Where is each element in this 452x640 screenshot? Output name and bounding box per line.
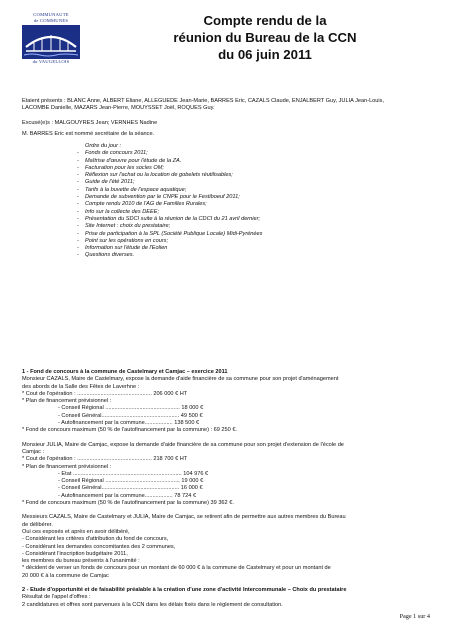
agenda-item: - Demande de subvention par le CNPE pour le Festiboeuf 2011; (78, 194, 262, 201)
agenda-item: - Info sur la collecte des DEEE; (78, 209, 262, 216)
financing-line: - Autofinancement par la commune.................. 78 724 € (58, 492, 197, 499)
minutes-body (22, 369, 442, 609)
financing-line: - Conseil Général.................................................. 49 500 € (58, 412, 203, 419)
agenda-item: - Point sur les opérations en cours; (78, 238, 262, 245)
paragraph: des abords de la Salle des Fêtes de Laverhne : (22, 383, 140, 390)
title-line-2: réunion du Bureau de la CCN (173, 30, 357, 45)
paragraph: Messieurs CAZALS, Maire de Castelmary et JULIA, Maire de Camjac, se retirent afin de permettre aux autres membres du Bureau (22, 514, 346, 521)
section-2-heading: 2 - Etude d'opportunité et de faisabilité préalable à la création d'une zone d'activité Intercommunale – Choix du prestataire (22, 587, 347, 594)
financing-line: - Conseil Régional ................................................ 18 000 € (58, 405, 204, 412)
community-logo (20, 12, 82, 84)
agenda-item: - Réflexion sur l'achat ou la location de gobelets réutilisables; (78, 172, 262, 179)
document-title (130, 12, 400, 63)
section-1-heading: 1 - Fond de concours à la commune de Castelmary et Camjac – exercice 2011 (22, 369, 228, 375)
attendance-list (22, 98, 384, 113)
agenda-item: - Site Internet : choix du prestataire; (78, 223, 262, 230)
logo-line-3: du VAUGELLOIS (32, 59, 70, 64)
agenda (78, 143, 262, 260)
decision-line: 20 000 € à la commune de Camjac (22, 572, 109, 579)
financing-line: - Conseil Général.................................................. 16 000 € (58, 485, 203, 492)
considering-line: - Considérant l'inscription budgétaire 2011, (22, 550, 128, 557)
agenda-item: - Maîtrise d'œuvre pour l'étude de la ZA. (78, 158, 262, 165)
agenda-item: - Guide de l'été 2011; (78, 179, 262, 186)
paragraph: Monsieur JULIA, Maire de Camjac, expose la demande d'aide financière de sa commune pour son projet d'extension de l'école de (22, 441, 344, 448)
paragraph: 2 candidatures et offres sont parvenues à la CCN dans les délais fixés dans le règlement de consultation. (22, 601, 283, 608)
operation-cost: * Cout de l'opération : ................................................ 206 000 € HT (22, 390, 188, 397)
paragraph: Oui ces exposés et après en avoir délibéré, (22, 528, 130, 535)
attendance-line-1: Etaient présents : BLANC Anne, ALBERT Eliane, ALLEGUEDE Jean-Marie, BARRES Eric, CAZALS Claude, ENJALBERT Guy, JULIA Jean-Louis, (22, 98, 385, 104)
max-fund: * Fond de concours maximum (50 % de l'autofinancement par la commune) 39 362 €. (22, 500, 234, 507)
financing-line: - Autofinancement par la commune.................. 138 500 € (58, 420, 200, 427)
agenda-item: - Tarifs à la buvette de l'espace aquatique; (78, 187, 262, 194)
logo-line-1: COMMUNAUTE (33, 12, 69, 17)
considering-line: - Considérant les demandes concomitantes des 2 communes, (22, 543, 176, 550)
paragraph: Monsieur CAZALS, Maire de Castelmary, expose la demande d'aide financière de sa commune pour son projet d'aménagement (22, 376, 339, 383)
financing-line: - Conseil Régional ................................................ 19 000 € (58, 478, 204, 485)
paragraph: Résultat de l'appel d'offres : (22, 594, 91, 601)
page-number: Page 1 sur 4 (399, 613, 430, 620)
max-fund: * Fond de concours maximum (50 % de l'autofinancement par la commune) : 69 250 €. (22, 427, 237, 434)
attendance-line-2: LACOMBE Danielle, MAZARS Jean-Pierre, MOUYSSET Joël, ROQUES Guy. (22, 105, 215, 112)
bridge-emblem-icon (22, 25, 80, 59)
financing-plan-label: * Plan de financement prévisionnel : (22, 463, 112, 470)
agenda-item: - Questions diverses. (78, 252, 262, 259)
financing-line: - Etat ...................................................................... 104 976 € (58, 470, 209, 477)
financing-plan-label: * Plan de financement prévisionnel : (22, 398, 112, 405)
decision-line: * décident de verser un fonds de concours pour un montant de 60 000 € à la commune de Castelmary et pour un montant de (22, 565, 331, 572)
agenda-item: - Présentation du SDCI suite à la réunion de la CDCI du 21 avril dernier; (78, 216, 262, 223)
agenda-item: - Compte rendu 2010 de l'AG de Familles Rurales; (78, 201, 262, 208)
excused-list: Excusé(e)s : MALGOUYRES Jean; VERNHES Nadine (22, 120, 158, 126)
operation-cost: * Cout de l'opération : ................................................ 218 700 € HT (22, 456, 188, 463)
logo-line-2: de COMMUNES (33, 18, 69, 23)
agenda-item: - Prise de participation à la SPL (Société Publique Locale) Midi-Pyrénées (78, 231, 262, 238)
secretary-note: M. BARRES Eric est nommé secrétaire de la séance. (22, 131, 155, 137)
considering-line: - Considérant les critères d'attribution du fond de concours, (22, 536, 169, 543)
agenda-heading: Ordre du jour : (85, 143, 122, 149)
title-line-3: du 06 juin 2011 (218, 47, 312, 62)
considering-line: les membres du bureau présents à l'unanimité : (22, 558, 140, 565)
agenda-item: - Facturation pour les socles OM; (78, 165, 262, 172)
title-line-1: Compte rendu de la (203, 13, 327, 28)
agenda-item: - Information sur l'étude de l'Eolien (78, 245, 262, 252)
paragraph: de délibérer. (22, 521, 53, 528)
paragraph: Camjac : (22, 448, 45, 455)
agenda-item: - Fonds de concours 2011; (78, 150, 262, 157)
